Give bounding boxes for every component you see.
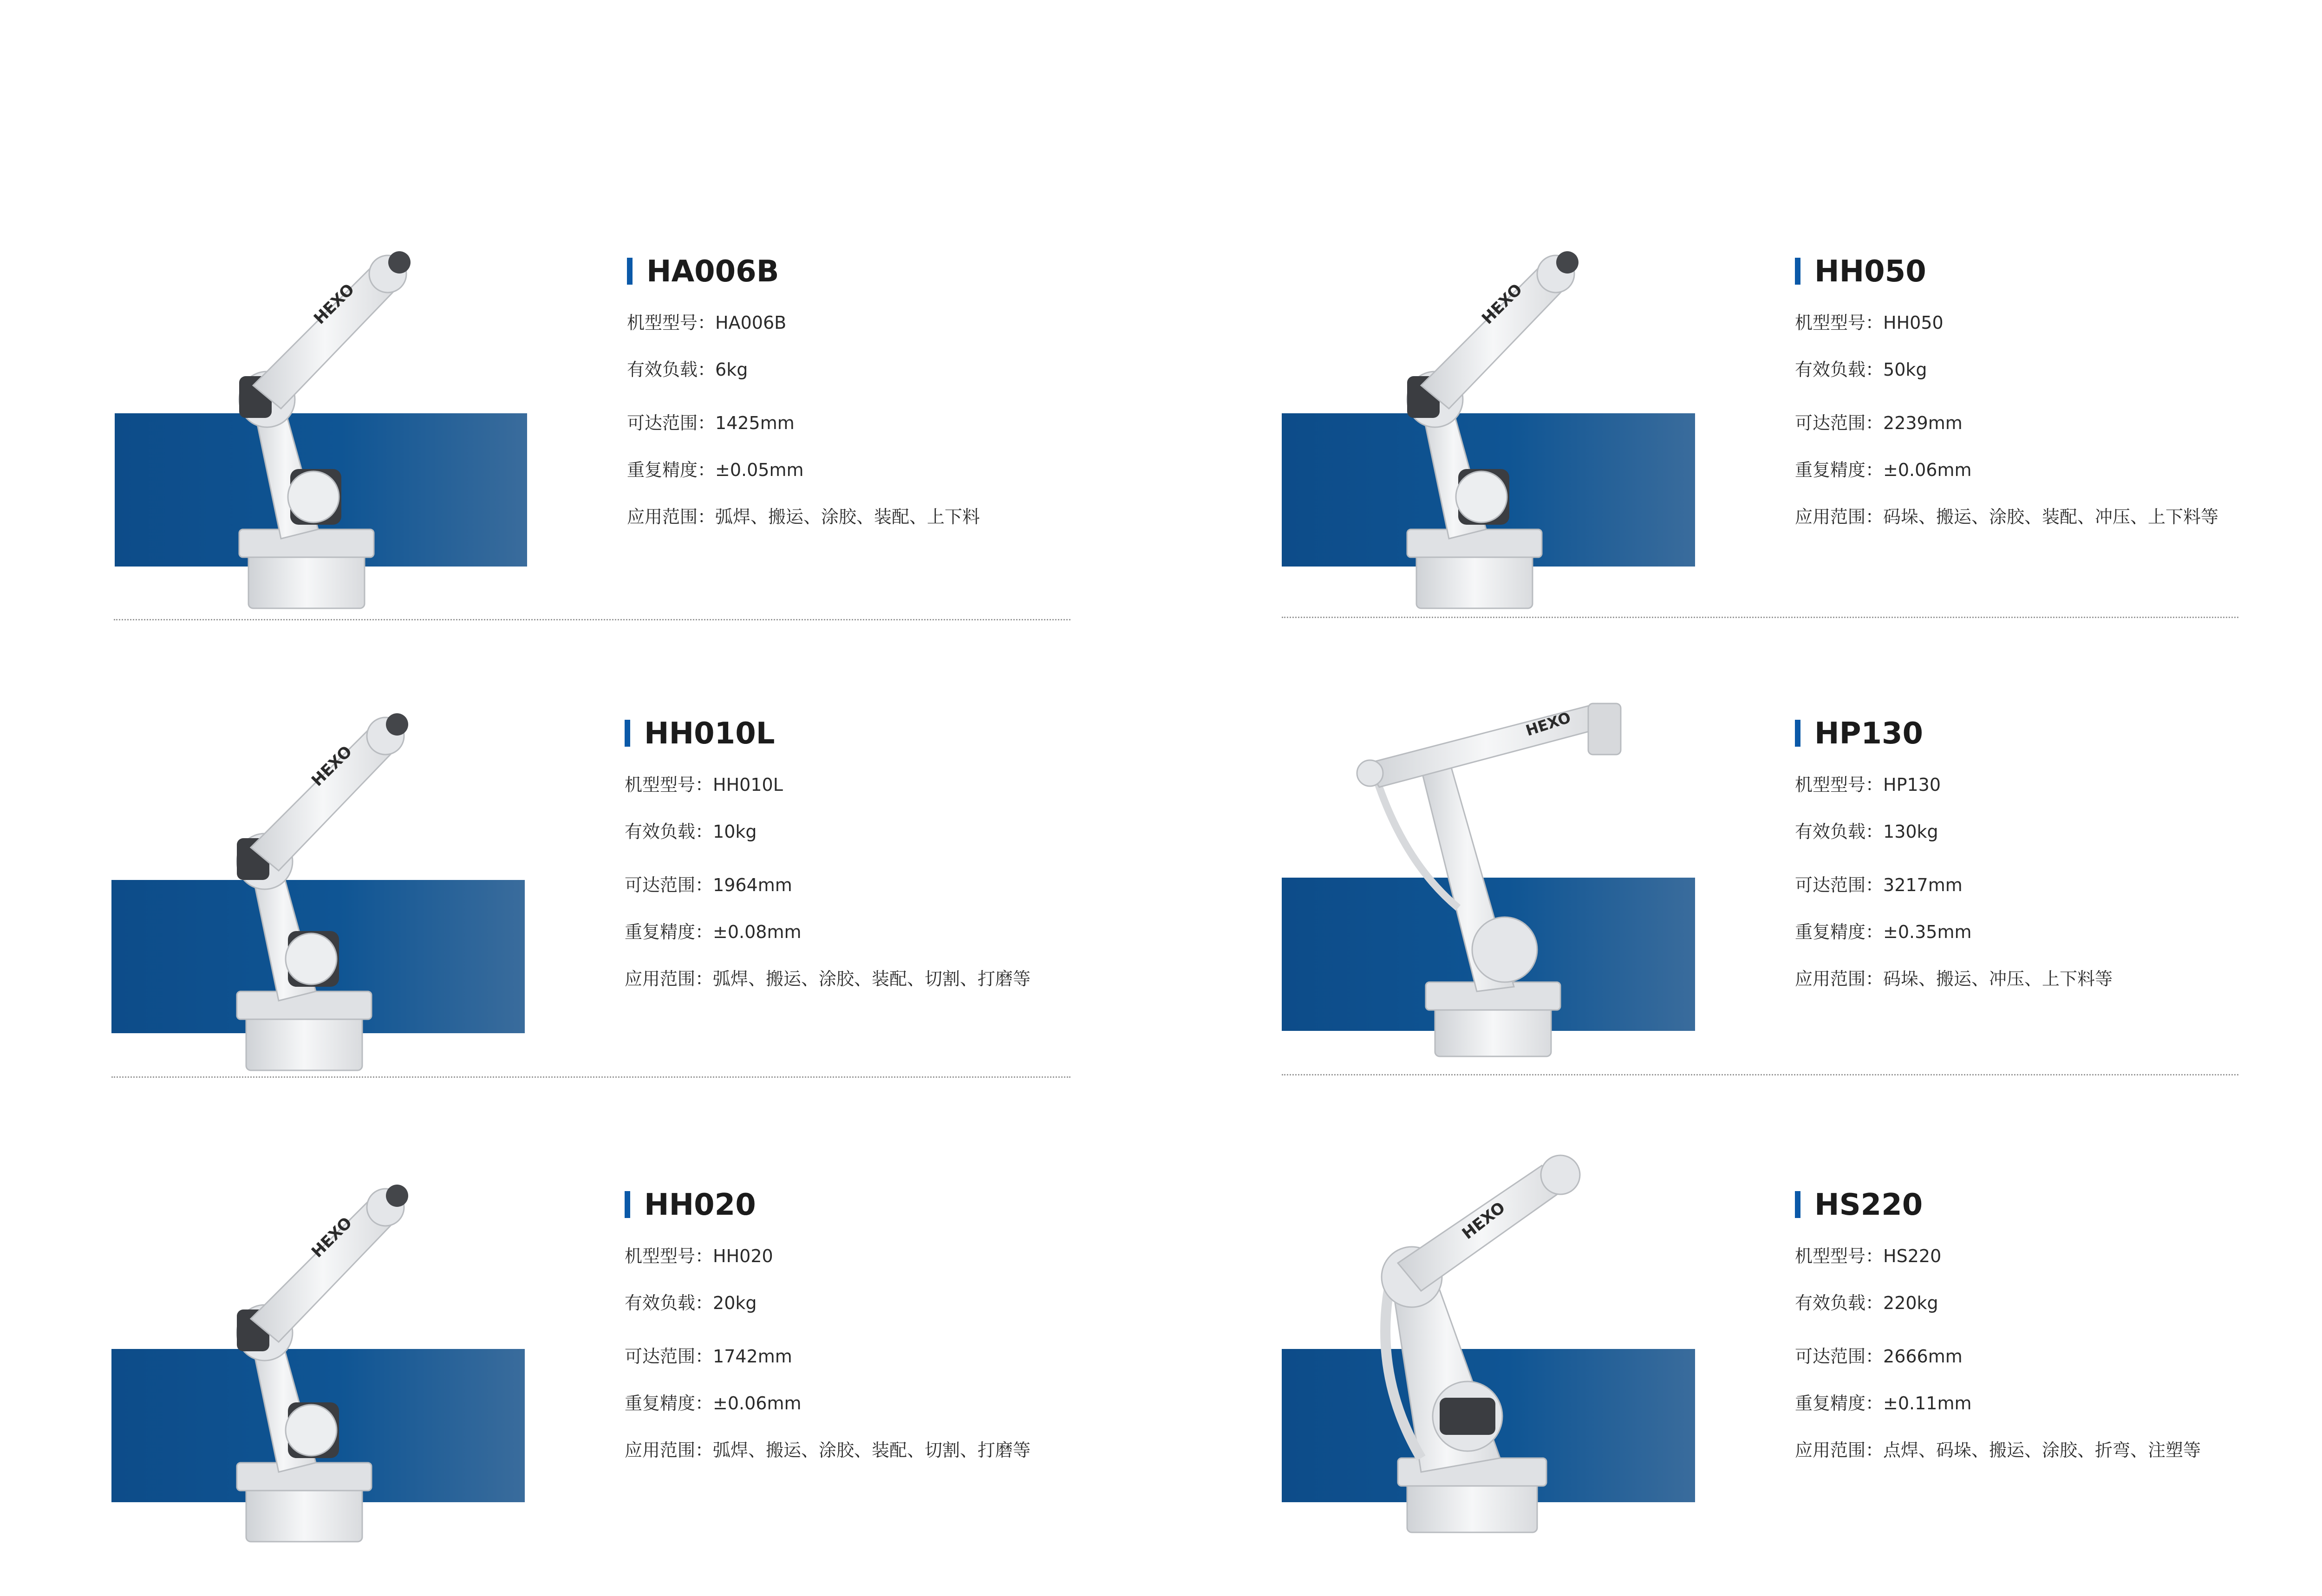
product-card [114,204,1070,645]
spec-application: 应用范围： 点焊、码垛、搬运、涂胶、折弯、注塑等 [1795,1440,2201,1460]
robot-image [1282,666,1700,1107]
spec-application: 应用范围： 码垛、搬运、冲压、上下料等 [1795,969,2113,989]
product-title: HH050 [1795,253,1926,290]
spec-repeatability: 重复精度： ±0.06mm [625,1393,802,1414]
robot-image [1282,1138,1700,1579]
robot-image [111,1138,529,1579]
product-title: HA006B [627,253,779,290]
product-title: HS220 [1795,1186,1923,1224]
spec-repeatability: 重复精度： ±0.08mm [625,922,802,942]
product-title: HH010L [625,715,775,752]
spec-payload: 有效负载： 10kg [625,821,757,842]
divider [1282,617,2238,618]
product-card [1282,204,2238,645]
spec-model: 机型型号： HP130 [1795,775,1941,795]
svg-text:HEXO: HEXO [1523,708,1573,740]
spec-application: 应用范围： 弧焊、搬运、涂胶、装配、上下料 [627,507,980,527]
divider [114,619,1070,620]
product-card [1282,1138,2238,1579]
spec-payload: 有效负载： 50kg [1795,359,1927,380]
spec-repeatability: 重复精度： ±0.35mm [1795,922,1972,942]
spec-payload: 有效负载： 6kg [627,359,748,380]
spec-reach: 可达范围： 1425mm [627,413,795,433]
spec-application: 应用范围： 码垛、搬运、涂胶、装配、冲压、上下料等 [1795,507,2219,527]
product-card [111,1138,1068,1579]
spec-reach: 可达范围： 1964mm [625,875,792,895]
spec-list [1795,1244,2236,1485]
spec-reach: 可达范围： 1742mm [625,1346,792,1367]
product-title: HH020 [625,1186,756,1224]
spec-repeatability: 重复精度： ±0.11mm [1795,1393,1972,1414]
divider [1282,1074,2238,1075]
product-title: HP130 [1795,715,1923,752]
robot-image [1282,204,1700,645]
spec-list [627,311,1068,552]
spec-reach: 可达范围： 2239mm [1795,413,1963,433]
svg-text:HEXO: HEXO [1458,1198,1509,1244]
divider [111,1076,1070,1078]
spec-model: 机型型号： HH050 [1795,313,1944,333]
spec-list [625,1244,1066,1485]
spec-application: 应用范围： 弧焊、搬运、涂胶、装配、切割、打磨等 [625,1440,1031,1460]
spec-payload: 有效负载： 130kg [1795,821,1938,842]
spec-reach: 可达范围： 3217mm [1795,875,1963,895]
spec-application: 应用范围： 弧焊、搬运、涂胶、装配、切割、打磨等 [625,969,1031,989]
spec-repeatability: 重复精度： ±0.06mm [1795,460,1972,480]
product-card [111,666,1068,1107]
spec-repeatability: 重复精度： ±0.05mm [627,460,804,480]
spec-model: 机型型号： HA006B [627,313,787,333]
spec-payload: 有效负载： 220kg [1795,1293,1938,1313]
product-card [1282,666,2238,1107]
spec-list [625,773,1066,1014]
spec-model: 机型型号： HH020 [625,1246,773,1266]
spec-model: 机型型号： HS220 [1795,1246,1942,1266]
spec-list [1795,311,2236,552]
robot-image [111,666,529,1107]
spec-reach: 可达范围： 2666mm [1795,1346,1963,1367]
spec-model: 机型型号： HH010L [625,775,783,795]
robot-image [114,204,532,645]
spec-payload: 有效负载： 20kg [625,1293,757,1313]
spec-list [1795,773,2236,1014]
